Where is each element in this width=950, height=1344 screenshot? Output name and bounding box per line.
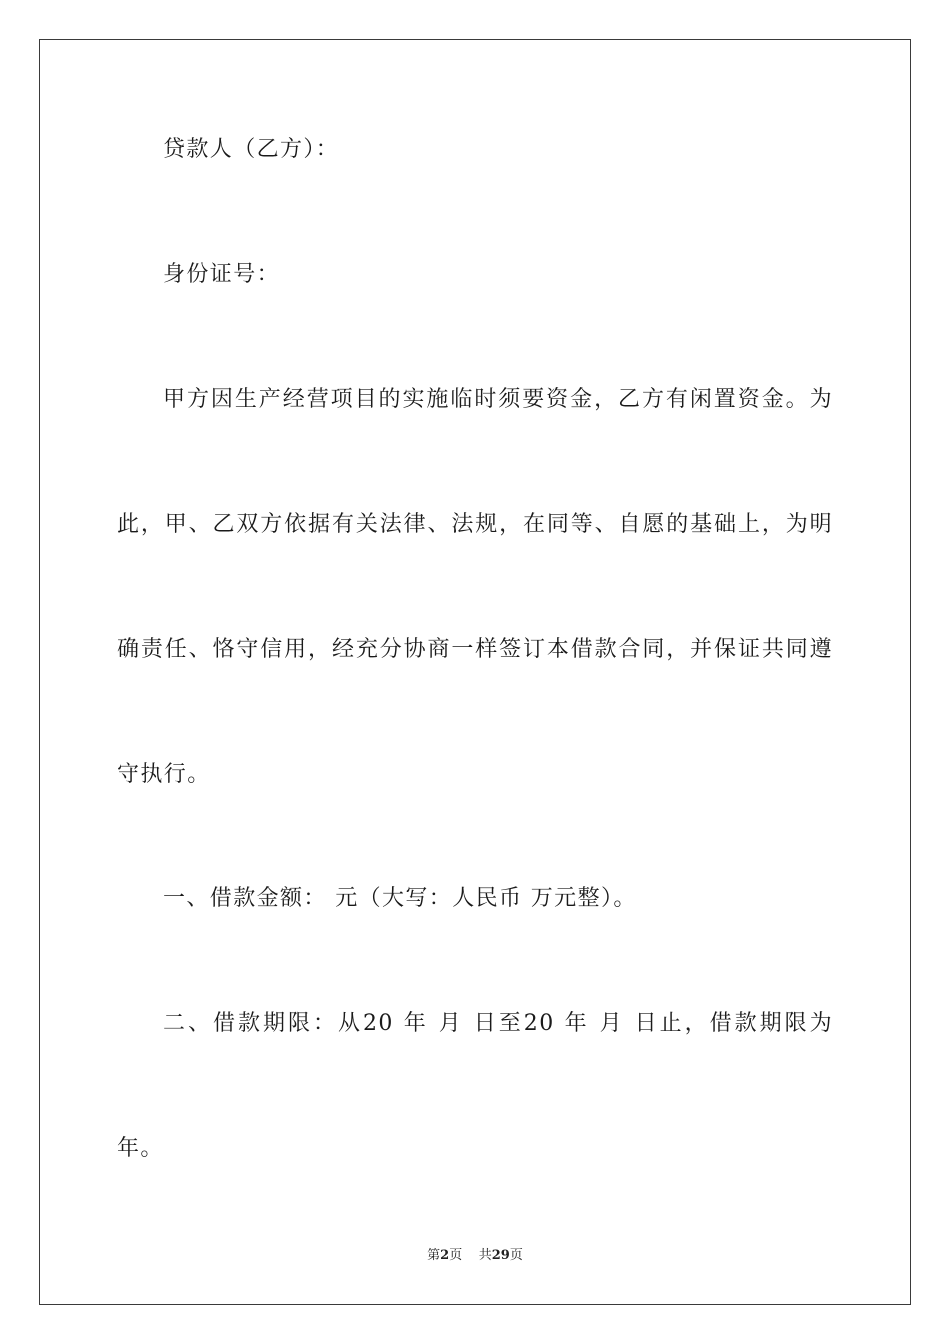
footer-page-suffix: 页: [449, 1248, 463, 1263]
footer-page-prefix: 第: [427, 1248, 441, 1263]
footer-total-pages: 29: [491, 1248, 510, 1263]
paragraph-line: 此，甲、乙双方依据有关法律、法规，在同等、自愿的基础上，为明: [117, 512, 833, 537]
paragraph-line: 守执行。: [117, 762, 211, 787]
footer-total-prefix: 共: [478, 1248, 492, 1263]
lender-label: 贷款人（乙方）：: [163, 137, 340, 162]
footer-total-suffix: 页: [509, 1248, 523, 1263]
page-footer: [0, 1247, 950, 1265]
id-number-label: 身份证号：: [163, 262, 281, 287]
paragraph-line: 确责任、恪守信用，经充分协商一样签订本借款合同，并保证共同遵: [117, 637, 833, 662]
loan-term-clause-end: 年。: [117, 1136, 164, 1161]
loan-amount-clause: 一、借款金额： 元（大写：人民币 万元整）。: [163, 886, 637, 911]
footer-page-number: 2: [440, 1248, 450, 1263]
page-border: [39, 39, 911, 1305]
loan-term-clause: 二、借款期限：从20 年 月 日至20 年 月 日止，借款期限为: [163, 1011, 833, 1036]
paragraph-line: 甲方因生产经营项目的实施临时须要资金，乙方有闲置资金。为: [163, 387, 833, 412]
